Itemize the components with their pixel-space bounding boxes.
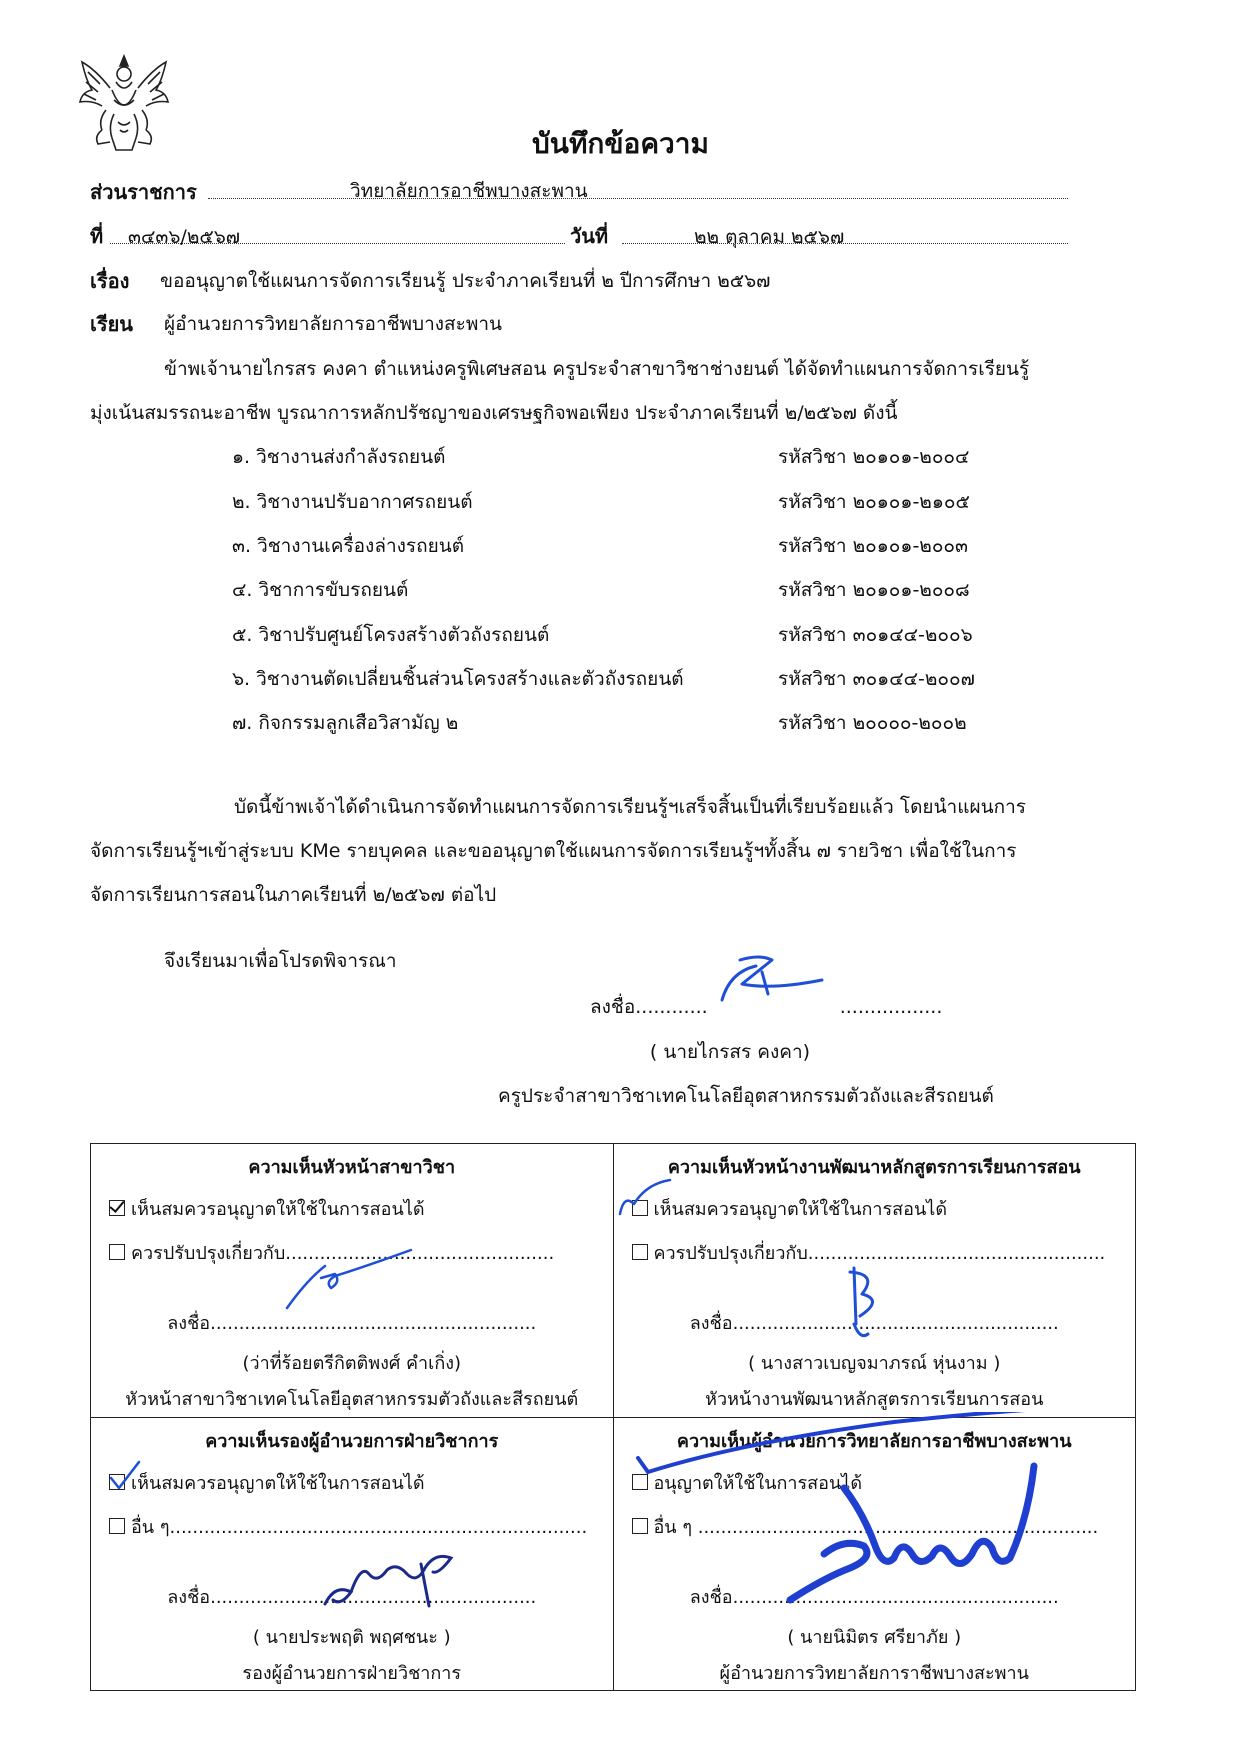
opinion-option-approve[interactable] xyxy=(109,1194,425,1223)
signer-name: (ว่าที่ร้อยตรีกิตติพงศ์ คำเกิ่ง) xyxy=(242,1353,462,1374)
signer-position: หัวหน้าสาขาวิชาเทคโนโลยีอุตสาหกรรมตัวถังและสีรถยนต์ xyxy=(125,1389,579,1410)
option-label: เห็นสมควรอนุญาตให้ใช้ในการสอนได้ xyxy=(653,1199,948,1220)
sign-line: ลงชื่อ......................................................... xyxy=(689,1586,1059,1608)
signature-mark xyxy=(834,1264,894,1344)
sign-line: ลงชื่อ......................................................... xyxy=(167,1313,537,1334)
date-label: วันที่ xyxy=(570,224,609,248)
closing-text: จึงเรียนมาเพื่อโปรดพิจารณา xyxy=(164,950,397,972)
para2-line-2: จัดการเรียนรู้ฯเข้าสู่ระบบ KMe รายบุคคล และขออนุญาตใช้แผนการจัดการเรียนรู้ฯทั้งสิ้น ๗ รายวิชา เพื่อใช้ในการ xyxy=(90,840,1017,862)
option-label: อื่น ๆ ...................................................................... xyxy=(653,1516,1099,1538)
list-item xyxy=(232,487,1032,521)
page-title: บันทึกข้อความ xyxy=(532,127,709,160)
author-sign-label: ลงชื่อ............ ................. xyxy=(590,996,943,1018)
list-item xyxy=(232,442,1032,476)
option-label: เห็นสมควรอนุญาตให้ใช้ในการสอนได้ xyxy=(131,1472,425,1494)
author-position: ครูประจำสาขาวิชาเทคโนโลยีอุตสาหกรรมตัวถังและสีรถยนต์ xyxy=(498,1085,994,1107)
para2-line-3: จัดการเรียนการสอนในภาคเรียนที่ ๒/๒๕๖๗ ต่อไป xyxy=(90,884,497,906)
course-code: รหัสวิชา ๒๐๐๐๐-๒๐๐๒ xyxy=(778,712,967,734)
course-code: รหัสวิชา ๒๐๑๐๑-๒๐๐๘ xyxy=(778,579,970,601)
opinion-heading: ความเห็นหัวหน้าสาขาวิชา xyxy=(248,1157,456,1178)
ref-value: ๓๔๓๖/๒๕๖๗ xyxy=(128,226,241,248)
option-label: ควรปรับปรุงเกี่ยวกับ............................................... xyxy=(131,1243,555,1264)
list-item xyxy=(232,620,1032,654)
division-value: วิทยาลัยการอาชีพบางสะพาน xyxy=(350,180,588,202)
course-code: รหัสวิชา ๓๐๑๔๔-๒๐๐๗ xyxy=(778,668,975,690)
list-item xyxy=(232,575,1032,609)
subject-value: ขออนุญาตใช้แผนการจัดการเรียนรู้ ประจำภาคเรียนที่ ๒ ปีการศึกษา ๒๕๖๗ xyxy=(160,270,771,292)
signer-position: หัวหน้างานพัฒนาหลักสูตรการเรียนการสอน xyxy=(705,1389,1044,1410)
signer-position: รองผู้อำนวยการฝ่ายวิชาการ xyxy=(242,1662,462,1684)
opinion-heading: ความเห็นรองผู้อำนวยการฝ่ายวิชาการ xyxy=(205,1430,499,1452)
check-mark-ink xyxy=(105,1458,145,1494)
opinion-table xyxy=(90,1143,1136,1691)
course-code: รหัสวิชา ๓๐๑๔๔-๒๐๐๖ xyxy=(778,624,973,646)
list-item xyxy=(232,664,1032,698)
course-name: ๖. วิชางานตัดเปลี่ยนชิ้นส่วนโครงสร้างและตัวถังรถยนต์ xyxy=(232,668,684,690)
signer-name: ( นายประพฤติ พฤศชนะ ) xyxy=(252,1626,451,1648)
sign-line: ลงชื่อ......................................................... xyxy=(689,1313,1059,1334)
course-name: ๔. วิชาการขับรถยนต์ xyxy=(232,579,409,601)
course-code: รหัสวิชา ๒๐๑๐๑-๒๑๐๕ xyxy=(778,491,970,513)
intro-line-1: ข้าพเจ้านายไกรสร คงคา ตำแหน่งครูพิเศษสอน ครูประจำสาขาวิชาช่างยนต์ ได้จัดทำแผนการจัดการเรียนรู้ xyxy=(164,358,1030,380)
course-code: รหัสวิชา ๒๐๑๐๑-๒๐๐๓ xyxy=(778,535,968,557)
opinion-cell-deputy-director xyxy=(91,1417,614,1691)
division-label: ส่วนราชการ xyxy=(90,180,197,204)
para2-line-1: บัดนี้ข้าพเจ้าได้ดำเนินการจัดทำแผนการจัดการเรียนรู้ฯเสร็จสิ้นเป็นที่เรียบร้อยแล้ว โดยนำแผนการ xyxy=(234,796,1026,818)
opinion-heading: ความเห็นหัวหน้างานพัฒนาหลักสูตรการเรียนการสอน xyxy=(667,1157,1081,1178)
opinion-option-improve[interactable] xyxy=(632,1238,1106,1267)
checkbox-icon[interactable] xyxy=(109,1518,125,1534)
course-code: รหัสวิชา ๒๐๑๐๑-๒๐๐๔ xyxy=(778,446,970,468)
subject-label: เรื่อง xyxy=(90,269,130,293)
option-label: อนุญาตให้ใช้ในการสอนได้ xyxy=(653,1472,863,1494)
signature-mark xyxy=(321,1544,461,1614)
opinion-option-other[interactable] xyxy=(109,1512,587,1541)
opinion-heading: ความเห็นผู้อำนวยการวิทยาลัยการอาชีพบางสะพาน xyxy=(676,1430,1072,1452)
checkbox-checked-icon[interactable] xyxy=(109,1200,125,1216)
checkbox-icon[interactable] xyxy=(632,1244,648,1260)
to-value: ผู้อำนวยการวิทยาลัยการอาชีพบางสะพาน xyxy=(164,313,503,335)
signature-mark xyxy=(281,1244,421,1314)
sign-line: ลงชื่อ......................................................... xyxy=(167,1586,537,1608)
check-mark-ink xyxy=(614,1174,674,1224)
option-label: ควรปรับปรุงเกี่ยวกับ.................................................... xyxy=(653,1243,1106,1264)
signer-position: ผู้อำนวยการวิทยาลัยการาชีพบางสะพาน xyxy=(719,1662,1029,1684)
author-name: ( นายไกรสร คงคา) xyxy=(649,1041,811,1063)
opinion-cell-head-of-dept xyxy=(91,1144,614,1418)
list-item xyxy=(232,708,1032,742)
date-dotline xyxy=(622,243,1068,244)
checkbox-icon[interactable] xyxy=(109,1244,125,1260)
author-sign-label-text: ลงชื่อ xyxy=(590,996,636,1018)
signer-name: ( นายนิมิตร ศรียาภัย ) xyxy=(787,1626,962,1648)
to-label: เรียน xyxy=(90,312,133,336)
course-name: ๗. กิจกรรมลูกเสือวิสามัญ ๒ xyxy=(232,712,459,734)
division-dotline xyxy=(208,198,1068,199)
opinion-option-approve[interactable] xyxy=(632,1194,948,1223)
checkbox-icon[interactable] xyxy=(632,1518,648,1534)
ref-label: ที่ xyxy=(90,224,104,248)
intro-line-2: มุ่งเน้นสมรรถนะอาชีพ บูรณาการหลักปรัชญาของเศรษฐกิจพอเพียง ประจำภาคเรียนที่ ๒/๒๕๖๗ ดังนี้ xyxy=(90,402,898,424)
opinion-cell-curriculum-head xyxy=(613,1144,1136,1418)
option-label: เห็นสมควรอนุญาตให้ใช้ในการสอนได้ xyxy=(131,1199,425,1220)
signer-name: ( นางสาวเบญจมาภรณ์ หุ่นงาม ) xyxy=(748,1353,1001,1374)
course-name: ๒. วิชางานปรับอากาศรถยนต์ xyxy=(232,491,473,513)
course-name: ๑. วิชางานส่งกำลังรถยนต์ xyxy=(232,446,446,468)
date-value: ๒๒ ตุลาคม ๒๕๖๗ xyxy=(694,226,845,248)
option-label: อื่น ๆ......................................................................... xyxy=(131,1516,588,1538)
list-item xyxy=(232,531,1032,565)
course-name: ๕. วิชาปรับศูนย์โครงสร้างตัวถังรถยนต์ xyxy=(232,624,550,646)
course-name: ๓. วิชางานเครื่องล่างรถยนต์ xyxy=(232,535,465,557)
opinion-option-approve[interactable] xyxy=(109,1468,425,1497)
opinion-cell-director xyxy=(613,1417,1136,1691)
author-signature xyxy=(712,950,832,1010)
signature-mark xyxy=(784,1458,1044,1608)
